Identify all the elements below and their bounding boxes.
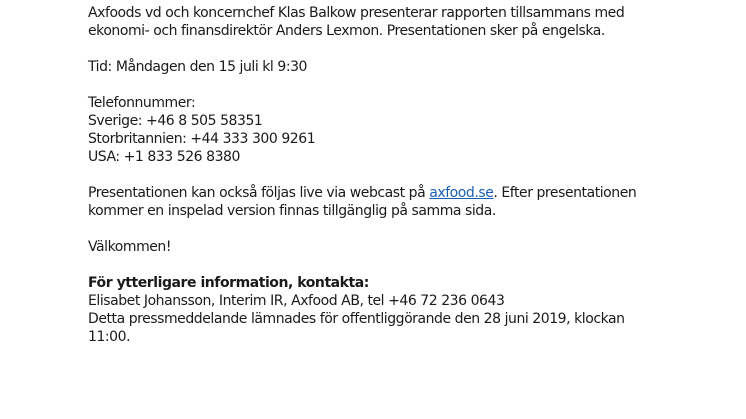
- webcast-text-after: . Efter presentationen: [493, 185, 637, 201]
- webcast-text-before: Presentationen kan också följas live via webcast på: [88, 185, 430, 201]
- spacer: [88, 76, 728, 94]
- intro-line-2: ekonomi- och finansdirektör Anders Lexmon. Presentationen sker på engelska.: [88, 23, 605, 39]
- welcome-text: Välkommen!: [88, 239, 172, 255]
- disclosure-line-2: 11:00.: [88, 329, 131, 345]
- contact-person: Elisabet Johansson, Interim IR, Axfood AB, tel +46 72 236 0643: [88, 293, 505, 309]
- disclosure-line-1: Detta pressmeddelande lämnades för offentliggörande den 28 juni 2019, klockan: [88, 311, 625, 327]
- spacer: [88, 220, 728, 238]
- phone-uk: Storbritannien: +44 333 300 9261: [88, 131, 316, 147]
- intro-line-1: Axfoods vd och koncernchef Klas Balkow presenterar rapporten tillsammans med: [88, 5, 625, 21]
- webcast-line-2: kommer en inspelad version finnas tillgänglig på samma sida.: [88, 203, 496, 219]
- webcast-line-1: [88, 184, 728, 202]
- contact-heading: För ytterligare information, kontakta:: [88, 275, 369, 291]
- phone-sweden: Sverige: +46 8 505 58351: [88, 113, 263, 129]
- spacer: [88, 256, 728, 274]
- phone-usa: USA: +1 833 526 8380: [88, 149, 240, 165]
- presentation-time: Tid: Måndagen den 15 juli kl 9:30: [88, 59, 308, 75]
- spacer: [88, 40, 728, 58]
- axfood-link[interactable]: axfood.se: [429, 185, 494, 201]
- press-release-body: [88, 4, 728, 346]
- phone-heading: Telefonnummer:: [88, 95, 196, 111]
- spacer: [88, 166, 728, 184]
